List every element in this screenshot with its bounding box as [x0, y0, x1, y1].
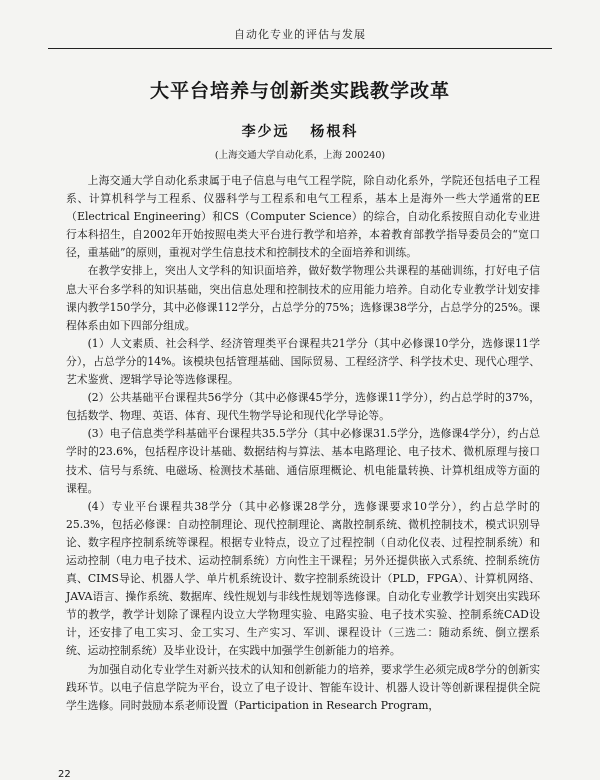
- paragraph-intro: 上海交通大学自动化系隶属于电子信息与电气工程学院，除自动化系外，学院还包括电子工程系、计算机科学与工程系、仪器科学与工程系和电气工程系，基本上是海外一些大学通常的EE（Electrical Engineering）和CS（Computer Science）的综合，自动化系按照自动化专业进行本科招生，自2002年开始按照电类大平台进行教学和培养，本着教育部教学指导委员会的“宽口径，重基础”的原则，重视对学生信息技术和控制技术的全面培养和训练。: [66, 174, 540, 260]
- paragraph-item-4: (4）专业平台课程共38学分（其中必修课28学分，选修课要求10学分），约占总学时的25.3%，包括必修课：自动控制理论、现代控制理论、离散控制系统、微机控制技术，模式识别导论、数字程序控制系统等课程。根据专业特点，设立了过程控制（自动化仪表、过程控制系统）和运动控制（电力电子技术、运动控制系统）方向性主干课程；另外还提供嵌入式系统、控制系统仿真、CIMS导论、机器人学、单片机系统设计、数字控制系统设计（PLD，FPGA）、计算机网络、JAVA语言、操作系统、数据库、线性规划与非线性规划等选修课。自动化专业教学计划突出实践环节的教学，教学计划除了课程内设立大学物理实验、电路实验、电子技术实验、控制系统CAD设计，还安排了电工实习、金工实习、生产实习、军训、课程设计（三选二：随动系统、倒立摆系统、运动控制系统）及毕业设计，在实践中加强学生创新能力的培养。: [66, 499, 540, 658]
- paragraph-item-1: (1）人文素质、社会科学、经济管理类平台课程共21学分（其中必修课10学分，选修课11学分），占总学分的14%。该模块包括管理基础、国际贸易、工程经济学、科学技术史、现代心理学、艺术鉴赏、逻辑学导论等选修课程。: [66, 336, 540, 387]
- paragraph-item-3: (3）电子信息类学科基础平台课程共35.5学分（其中必修课31.5学分，选修课4学分），约占总学时的23.6%，包括程序设计基础、数据结构与算法、基本电路理论、电子技术、微机原理与接口技术、信号与系统、电磁场、检测技术基础、通信原理概论、机电能量转换、计算机组成等方面的课程。: [66, 427, 540, 495]
- author-affiliation: (上海交通大学自动化系，上海 200240): [214, 150, 386, 161]
- article-authors: 李少远 杨根科: [241, 124, 359, 140]
- paragraph-teaching-plan: 在教学安排上，突出人文学科的知识面培养，做好数学物理公共课程的基础训练，打好电子信息大平台多学科的知识基础，突出信息处理和控制技术的应用能力培养。自动化专业教学计划安排课内教学150学分，其中必修课112学分，占总学分的75%；选修课38学分，占总学分的25%。课程体系由如下四部分组成。: [66, 264, 540, 332]
- paragraph-innovation: 为加强自动化专业学生对新兴技术的认知和创新能力的培养，要求学生必须完成8学分的创新实践环节。以电子信息学院为平台，设立了电子设计、智能车设计、机器人设计等创新课程提供全院学生选修。同时鼓励本系老师设置（Participation in Research Program，: [66, 662, 540, 712]
- article-title: 大平台培养与创新类实践教学改革: [149, 80, 450, 102]
- header-rule: [48, 48, 552, 49]
- page-number: 22: [58, 769, 71, 780]
- running-header: 自动化专业的评估与发展: [234, 28, 366, 41]
- article-body: [66, 172, 540, 715]
- paragraph-item-2: (2）公共基础平台课程共56学分（其中必修课45学分，选修课11学分），约占总学时的37%，包括数学、物理、英语、体育、现代生物学导论和现代化学导论等。: [66, 391, 540, 423]
